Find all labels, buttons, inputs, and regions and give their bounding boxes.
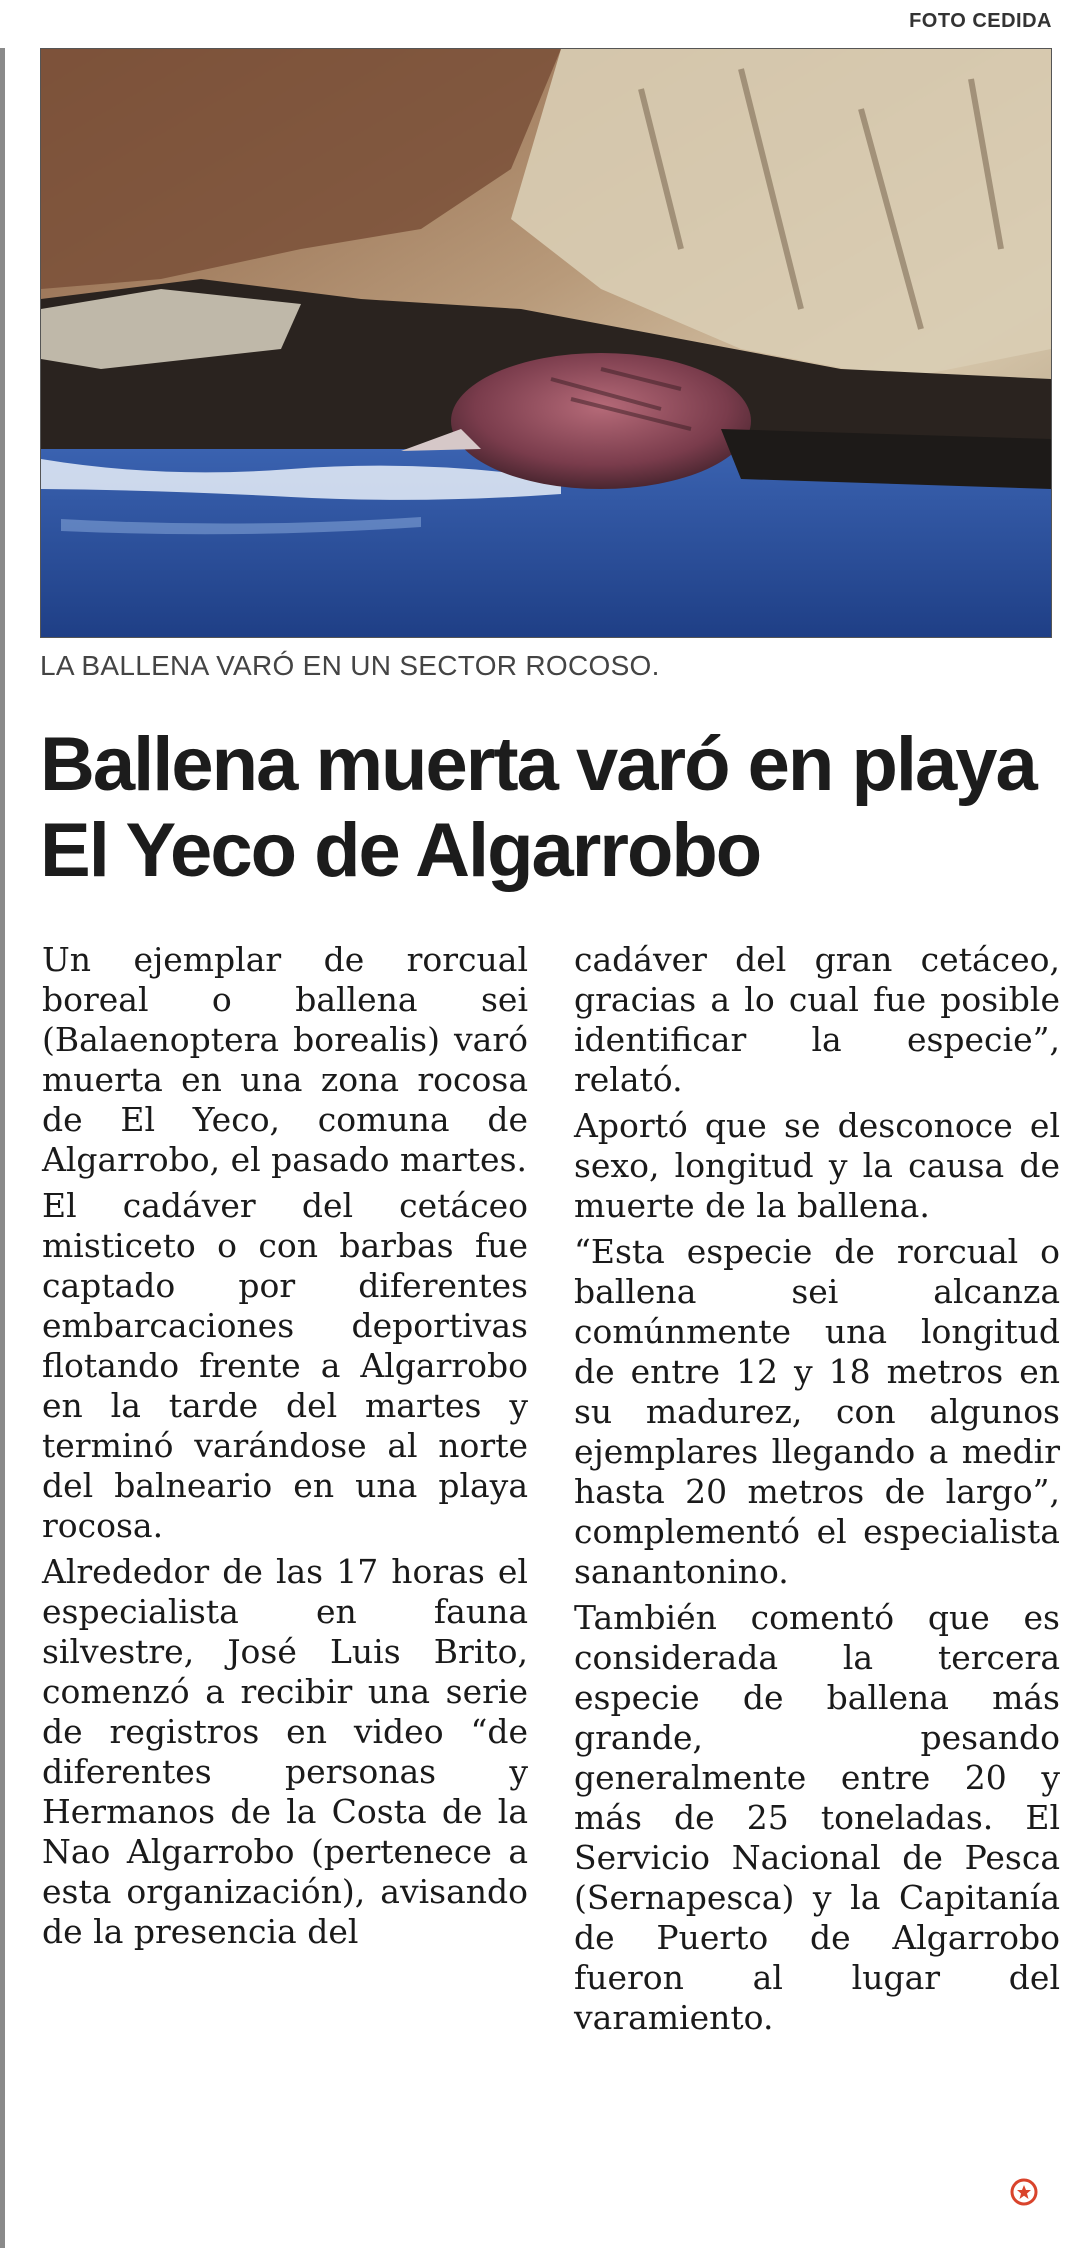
photo-credit: FOTO CEDIDA xyxy=(909,10,1052,32)
paragraph: El cadáver del cetáceo misticeto o con barbas fue captado por diferentes embarcaciones deportivas flotando frente a Algarrobo en la tarde del martes y terminó varándose al norte del balneario en una playa rocosa. xyxy=(42,1186,528,1545)
photo-caption: LA BALLENA VARÓ EN UN SECTOR ROCOSO. xyxy=(40,650,660,681)
headline: Ballena muerta varó en playa El Yeco de Algarrobo xyxy=(40,722,1036,893)
paragraph: Un ejemplar de rorcual boreal o ballena sei (Balaenoptera borealis) varó muerta en una zona rocosa de El Yeco, comuna de Algarrobo, el pasado martes. xyxy=(42,940,528,1179)
paragraph: cadáver del gran cetáceo, gracias a lo cual fue posible identificar la especie”, relató. xyxy=(574,940,1060,1099)
whale-photo xyxy=(40,48,1052,638)
paragraph: Aportó que se desconoce el sexo, longitud y la causa de muerte de la ballena. xyxy=(574,1106,1060,1225)
paragraph: “Esta especie de rorcual o ballena sei alcanza comúnmente una longitud de entre 12 y 18 metros en su madurez, con algunos ejemplares llegando a medir hasta 20 metros de largo”, complementó el especialista sanantonino. xyxy=(574,1232,1060,1591)
left-column-rule xyxy=(0,48,5,2248)
article-end-star-icon xyxy=(1010,2178,1038,2206)
article-column-right xyxy=(574,940,1060,2044)
article-column-left xyxy=(42,940,528,1958)
paragraph: También comentó que es considerada la tercera especie de ballena más grande, pesando generalmente entre 20 y más de 25 toneladas. El Servicio Nacional de Pesca (Sernapesca) y la Capitanía de Puerto de Algarrobo fueron al lugar del varamiento. xyxy=(574,1598,1060,2037)
paragraph: Alrededor de las 17 horas el especialista en fauna silvestre, José Luis Brito, comenzó a recibir una serie de registros en video “de diferentes personas y Hermanos de la Costa de la Nao Algarrobo (pertenece a esta organización), avisando de la presencia del xyxy=(42,1552,528,1951)
whale-carcass xyxy=(451,353,751,489)
